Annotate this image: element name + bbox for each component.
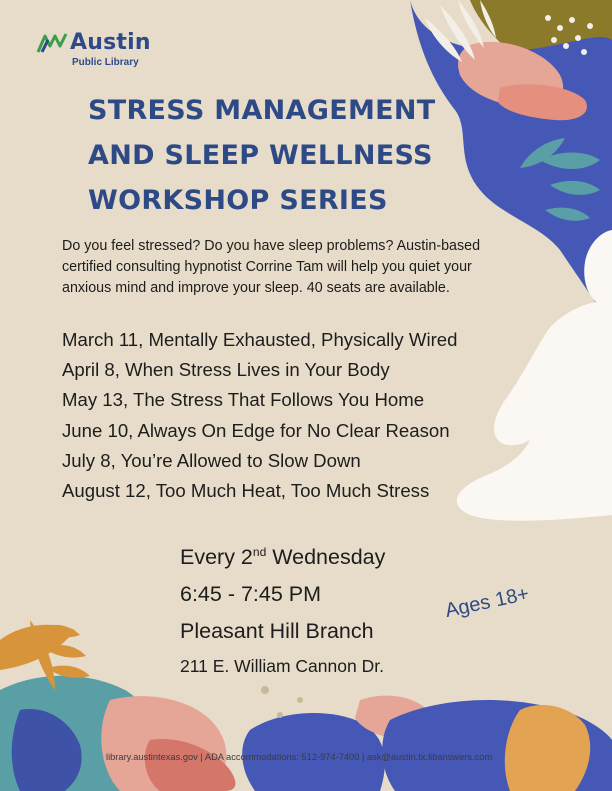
- schedule-day-suffix: nd: [252, 545, 267, 559]
- ages-label: Ages 18+: [443, 582, 532, 623]
- logo-mark-icon: [36, 32, 68, 54]
- schedule-day: [180, 534, 385, 576]
- intro-text: Do you feel stressed? Do you have sleep problems? Austin-based certified consulting hypnotist Corrine Tam will help you quiet your anxious mind and improve your sleep. 40 seats are available.: [62, 238, 481, 296]
- session-item: August 12, Too Much Heat, Too Much Stress: [62, 480, 430, 502]
- schedule-day-prefix: Every 2: [180, 545, 253, 570]
- footer-contact: library.austintexas.gov | ADA accommodations: 512-974-7400 | ask@austin.tx.libanswers.com: [106, 752, 493, 762]
- session-item: March 11, Mentally Exhausted, Physically Wired: [62, 329, 458, 350]
- orange-fan-right: [505, 705, 590, 791]
- title-line-3: WORKSHOP SERIES: [88, 185, 388, 216]
- event-details: [180, 534, 385, 682]
- beige-dots-bottom: [261, 686, 303, 718]
- library-logo: [36, 30, 176, 76]
- schedule-branch: Pleasant Hill Branch: [180, 619, 374, 644]
- title-line-2: AND SLEEP WELLNESS: [88, 140, 433, 171]
- schedule-time: 6:45 - 7:45 PM: [180, 582, 322, 607]
- schedule-address: 211 E. William Cannon Dr.: [180, 656, 384, 677]
- page-title: [88, 88, 448, 223]
- logo-name: Austin: [70, 30, 151, 55]
- title-line-1: STRESS MANAGEMENT: [88, 95, 436, 126]
- session-list: [62, 325, 457, 506]
- session-item: July 8, You’re Allowed to Slow Down: [62, 449, 361, 471]
- session-item: June 10, Always On Edge for No Clear Reason: [62, 419, 450, 441]
- schedule-day-rest: Wednesday: [266, 545, 386, 570]
- logo-subtitle: Public Library: [72, 57, 139, 68]
- session-item: April 8, When Stress Lives in Your Body: [62, 359, 390, 381]
- session-item: May 13, The Stress That Follows You Home: [62, 389, 425, 411]
